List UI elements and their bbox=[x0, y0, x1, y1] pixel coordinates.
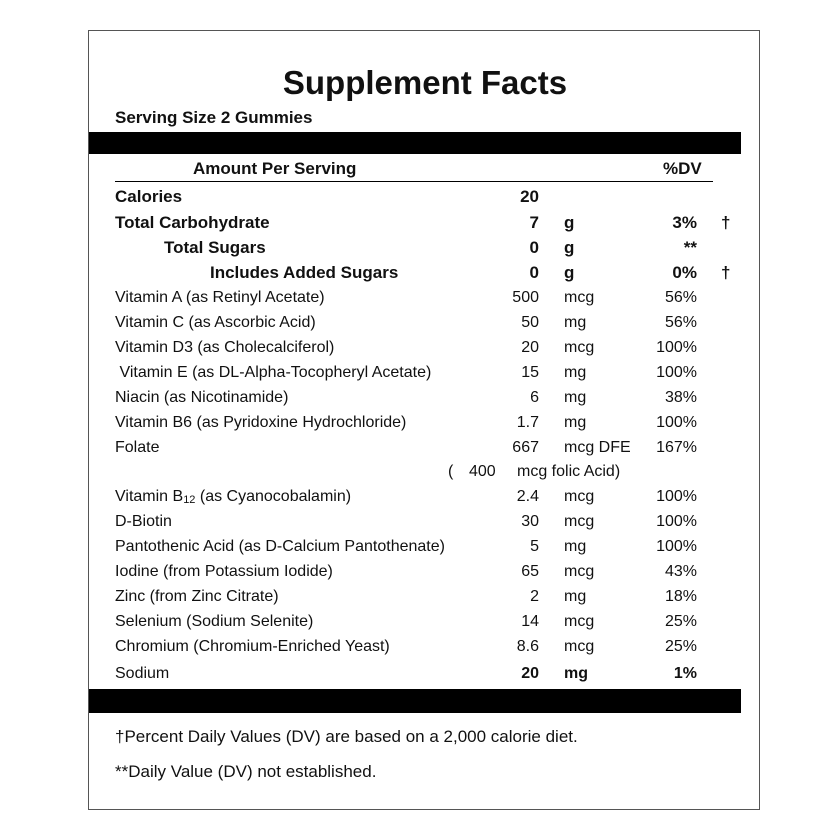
nutrient-name: Vitamin A (as Retinyl Acetate) bbox=[115, 289, 325, 306]
nutrient-name: Vitamin C (as Ascorbic Acid) bbox=[115, 314, 316, 331]
nutrient-amount: 0 bbox=[529, 238, 539, 257]
nutrient-unit: mg bbox=[564, 665, 588, 682]
nutrient-dv: 3% bbox=[672, 213, 697, 232]
nutrient-unit: mg bbox=[564, 314, 587, 331]
nutrient-row-zinc bbox=[89, 584, 761, 609]
nutrient-amount: 2 bbox=[530, 588, 539, 605]
nutrient-amount: 20 bbox=[521, 665, 539, 682]
nutrient-dv: 56% bbox=[664, 314, 697, 331]
name-prefix: Vitamin B bbox=[115, 488, 184, 505]
nutrient-amount: 1.7 bbox=[516, 414, 539, 431]
nutrient-row-niacin bbox=[89, 385, 761, 410]
nutrient-unit: g bbox=[564, 263, 575, 282]
nutrient-amount: 50 bbox=[521, 314, 539, 331]
nutrient-amount: 0 bbox=[529, 263, 539, 282]
nutrient-amount: 6 bbox=[530, 389, 539, 406]
header-rule bbox=[115, 181, 713, 182]
nutrient-row-sodium bbox=[89, 661, 761, 686]
nutrient-unit: mg bbox=[564, 389, 587, 406]
dagger-mark: † bbox=[721, 213, 731, 232]
nutrient-name: Total Carbohydrate bbox=[115, 213, 270, 232]
nutrient-name: Sodium bbox=[115, 665, 170, 682]
nutrient-unit: g bbox=[564, 238, 575, 257]
nutrient-row-folate bbox=[89, 435, 761, 460]
nutrient-row-chromium bbox=[89, 634, 761, 659]
footnote-dv-not-established: **Daily Value (DV) not established. bbox=[115, 762, 377, 781]
nutrient-name: Vitamin E (as DL-Alpha-Tocopheryl Acetate) bbox=[115, 364, 432, 381]
nutrient-row-vitamin-c bbox=[89, 310, 761, 335]
nutrient-unit: mcg bbox=[564, 513, 595, 530]
nutrient-row-selenium bbox=[89, 609, 761, 634]
nutrient-unit: mcg bbox=[564, 613, 595, 630]
nutrient-row-total-sugars bbox=[89, 235, 761, 260]
nutrient-row-pantothenic-acid bbox=[89, 534, 761, 559]
nutrient-name: Vitamin B6 (as Pyridoxine Hydrochloride) bbox=[115, 414, 407, 431]
nutrient-unit: mcg bbox=[564, 488, 595, 505]
nutrient-amount: 5 bbox=[530, 538, 539, 555]
folic-acid-paren: ( bbox=[448, 463, 454, 480]
amount-per-serving-header: Amount Per Serving bbox=[193, 159, 357, 178]
nutrient-amount: 30 bbox=[521, 513, 539, 530]
nutrient-amount: 500 bbox=[512, 289, 539, 306]
nutrient-dv: 43% bbox=[664, 563, 697, 580]
panel-title: Supplement Facts bbox=[282, 64, 568, 101]
nutrient-amount: 65 bbox=[521, 563, 539, 580]
nutrient-unit: g bbox=[564, 213, 575, 232]
nutrient-dv: 0% bbox=[672, 263, 697, 282]
nutrient-name: Total Sugars bbox=[164, 238, 266, 257]
nutrient-dv: 100% bbox=[656, 414, 697, 431]
nutrient-unit: mcg bbox=[564, 638, 595, 655]
nutrient-dv: 100% bbox=[656, 364, 697, 381]
serving-size: Serving Size 2 Gummies bbox=[115, 108, 313, 127]
dagger-mark: † bbox=[721, 263, 731, 282]
nutrient-dv: 1% bbox=[673, 665, 697, 682]
nutrient-dv: 56% bbox=[664, 289, 697, 306]
nutrient-name: Niacin (as Nicotinamide) bbox=[115, 389, 289, 406]
nutrient-unit: mcg bbox=[564, 339, 595, 356]
nutrient-dv: 25% bbox=[664, 613, 697, 630]
top-thick-divider bbox=[89, 132, 741, 154]
nutrient-amount: 7 bbox=[529, 213, 539, 232]
nutrient-dv: 167% bbox=[656, 439, 697, 456]
nutrient-amount: 20 bbox=[520, 187, 539, 206]
nutrient-dv: 18% bbox=[664, 588, 697, 605]
nutrient-amount: 8.6 bbox=[516, 638, 539, 655]
folic-acid-label: mcg folic Acid) bbox=[517, 463, 621, 480]
nutrient-name: Chromium (Chromium-Enriched Yeast) bbox=[115, 638, 390, 655]
folic-acid-amount: 400 bbox=[469, 463, 496, 480]
nutrient-name: Calories bbox=[115, 187, 183, 206]
nutrient-amount: 14 bbox=[521, 613, 539, 630]
supplement-facts-panel bbox=[88, 30, 760, 810]
nutrient-unit: mg bbox=[564, 364, 587, 381]
nutrient-name: Iodine (from Potassium Iodide) bbox=[115, 563, 333, 580]
nutrient-row-vitamin-a bbox=[89, 285, 761, 310]
nutrient-row-vitamin-e bbox=[89, 360, 761, 385]
nutrient-row-total-carbohydrate bbox=[89, 210, 761, 235]
nutrient-row-vitamin-b6 bbox=[89, 410, 761, 435]
nutrient-name: Includes Added Sugars bbox=[210, 263, 399, 282]
nutrient-unit: mcg DFE bbox=[564, 439, 631, 456]
nutrient-unit: mg bbox=[564, 414, 587, 431]
nutrient-name: D-Biotin bbox=[115, 513, 172, 530]
nutrient-amount: 667 bbox=[512, 439, 539, 456]
nutrient-unit: mg bbox=[564, 588, 587, 605]
nutrient-row-vitamin-d3 bbox=[89, 335, 761, 360]
nutrient-dv: 100% bbox=[656, 513, 697, 530]
nutrient-unit: mg bbox=[564, 538, 587, 555]
nutrient-name: Zinc (from Zinc Citrate) bbox=[115, 588, 279, 605]
nutrient-dv: ** bbox=[683, 238, 697, 257]
nutrient-name: Vitamin D3 (as Cholecalciferol) bbox=[115, 339, 335, 356]
nutrient-name bbox=[115, 484, 351, 511]
nutrient-row-vitamin-b12 bbox=[89, 484, 761, 509]
bottom-thick-divider bbox=[89, 689, 741, 713]
nutrient-name: Pantothenic Acid (as D-Calcium Pantothenate) bbox=[115, 538, 445, 555]
nutrient-dv: 100% bbox=[656, 538, 697, 555]
nutrient-dv: 38% bbox=[664, 389, 697, 406]
nutrient-name: Folate bbox=[115, 439, 160, 456]
footnote-dv-basis: †Percent Daily Values (DV) are based on a 2,000 calorie diet. bbox=[115, 727, 578, 746]
nutrient-row-d-biotin bbox=[89, 509, 761, 534]
nutrient-row-iodine bbox=[89, 559, 761, 584]
dv-header: %DV bbox=[663, 159, 702, 178]
nutrient-amount: 20 bbox=[521, 339, 539, 356]
nutrient-unit: mcg bbox=[564, 563, 595, 580]
nutrient-unit: mcg bbox=[564, 289, 595, 306]
nutrient-row-calories bbox=[89, 184, 761, 209]
nutrient-dv: 100% bbox=[656, 488, 697, 505]
folic-acid-subrow bbox=[89, 459, 761, 484]
name-subscript: 12 bbox=[183, 494, 196, 506]
nutrient-dv: 100% bbox=[656, 339, 697, 356]
name-suffix: (as Cyanocobalamin) bbox=[195, 488, 352, 505]
nutrient-amount: 2.4 bbox=[516, 488, 539, 505]
nutrient-name: Selenium (Sodium Selenite) bbox=[115, 613, 314, 630]
nutrient-amount: 15 bbox=[521, 364, 539, 381]
nutrient-dv: 25% bbox=[664, 638, 697, 655]
nutrient-row-added-sugars bbox=[89, 260, 761, 285]
